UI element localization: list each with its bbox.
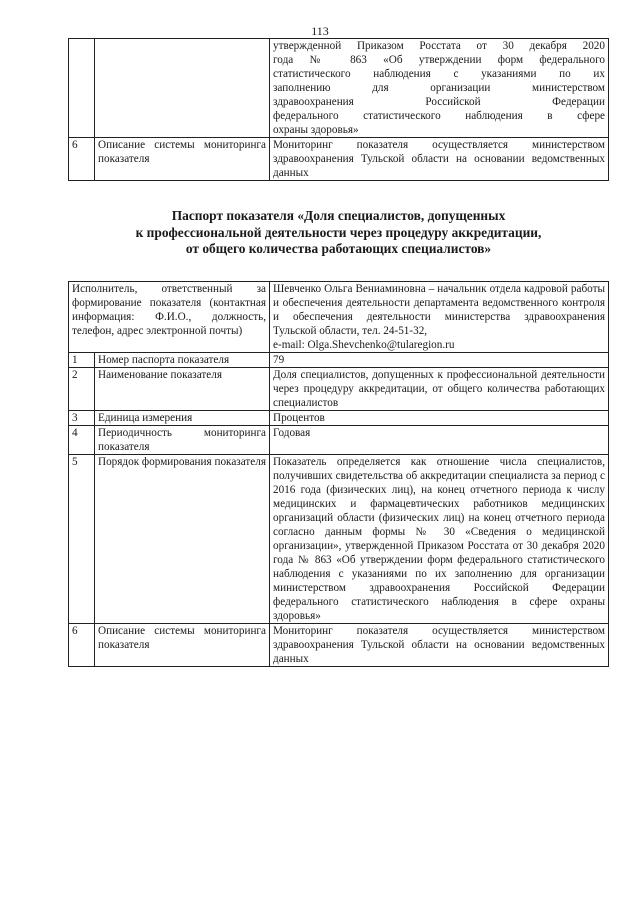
row-number-cell: 2 [69, 368, 95, 411]
row-number-cell: 1 [69, 353, 95, 368]
table-row [69, 39, 609, 138]
passport-title [68, 208, 609, 258]
row-value-cell: Показатель определяется как отношение числа специалистов, получивших свидетельства об аккредитации специалиста за период с 2016 года (физических лиц), на конец отчетного периода к числу медицинских и фармацевтических работников медицинских организаций области (физических лиц) на конец отчетного периода согласно данным формы № 30 «Сведения о медицинской организации», утвержденной Приказом Росстата от 30 декабря 2020 года № 863 «Об утверждении форм федерального статистического наблюдения с указаниями по их заполнению для организации министерством здравоохранения Российской Федерации федерального статистического наблюдения в сфере охраны здоровья» [270, 455, 609, 624]
row-value-cell: Мониторинг показателя осуществляется министерством здравоохранения Тульской области на основании ведомственных данных [270, 624, 609, 667]
value-line: охраны здоровья» [273, 124, 359, 136]
table-row [69, 411, 609, 426]
executor-contact: Шевченко Ольга Вениаминовна – начальник отдела кадровой работы и обеспечения деятельности департамента ведомственного контроля и обеспечения деятельности министерства здравоохранения Тульской области, тел. 24-51-32, [273, 283, 605, 337]
passport-title-line: Паспорт показателя «Доля специалистов, допущенных [171, 208, 506, 223]
row-number-cell: 4 [69, 426, 95, 455]
row-value-cell: Годовая [270, 426, 609, 455]
value-line: статистического наблюдения с указаниями по их [273, 68, 605, 80]
page-number: 113 [311, 24, 329, 38]
row-label-cell: Наименование показателя [95, 368, 270, 411]
row-label-cell [95, 39, 270, 138]
row-label-cell: Описание системы мониторинга показателя [95, 138, 270, 181]
continued-passport-table [68, 38, 609, 181]
row-label-cell: Единица измерения [95, 411, 270, 426]
value-line: года № 863 «Об утверждении форм федерального [273, 54, 605, 66]
table-row [69, 624, 609, 667]
table-row [69, 426, 609, 455]
passport-title-line: от общего количества работающих специалистов» [185, 241, 492, 256]
row-value-cell: Доля специалистов, допущенных к профессиональной деятельности через процедуру аккредитации, от общего количества работающих специалистов [270, 368, 609, 411]
indicator-passport-table [68, 281, 609, 667]
row-value-cell: Мониторинг показателя осуществляется министерством здравоохранения Тульской области на основании ведомственных данных [270, 138, 609, 181]
row-number-cell: 6 [69, 624, 95, 667]
value-line: здравоохранения Российской Федерации [273, 96, 605, 108]
table-row [69, 138, 609, 181]
row-number-cell: 3 [69, 411, 95, 426]
row-value-cell [270, 39, 609, 138]
row-value-cell: Процентов [270, 411, 609, 426]
passport-title-line: к профессиональной деятельности через процедуру аккредитации, [135, 224, 542, 240]
value-line: федерального статистического наблюдения в сфере [273, 110, 605, 122]
executor-label-cell: Исполнитель, ответственный за формирование показателя (контактная информация: Ф.И.О., должность, телефон, адрес электронной почты) [69, 282, 270, 353]
value-line: заполнению для организации министерством [273, 82, 605, 94]
row-number-cell: 5 [69, 455, 95, 624]
executor-email: e-mail: Olga.Shevchenko@tularegion.ru [273, 339, 455, 351]
table-row [69, 368, 609, 411]
executor-value-cell [270, 282, 609, 353]
row-number-cell [69, 39, 95, 138]
row-number-cell: 6 [69, 138, 95, 181]
table-row [69, 282, 609, 353]
row-value-cell: 79 [270, 353, 609, 368]
value-line: утвержденной Приказом Росстата от 30 декабря 2020 [273, 40, 605, 52]
row-label-cell: Периодичность мониторинга показателя [95, 426, 270, 455]
table-row [69, 353, 609, 368]
table-row [69, 455, 609, 624]
row-label-cell: Номер паспорта показателя [95, 353, 270, 368]
row-label-cell: Порядок формирования показателя [95, 455, 270, 624]
row-label-cell: Описание системы мониторинга показателя [95, 624, 270, 667]
